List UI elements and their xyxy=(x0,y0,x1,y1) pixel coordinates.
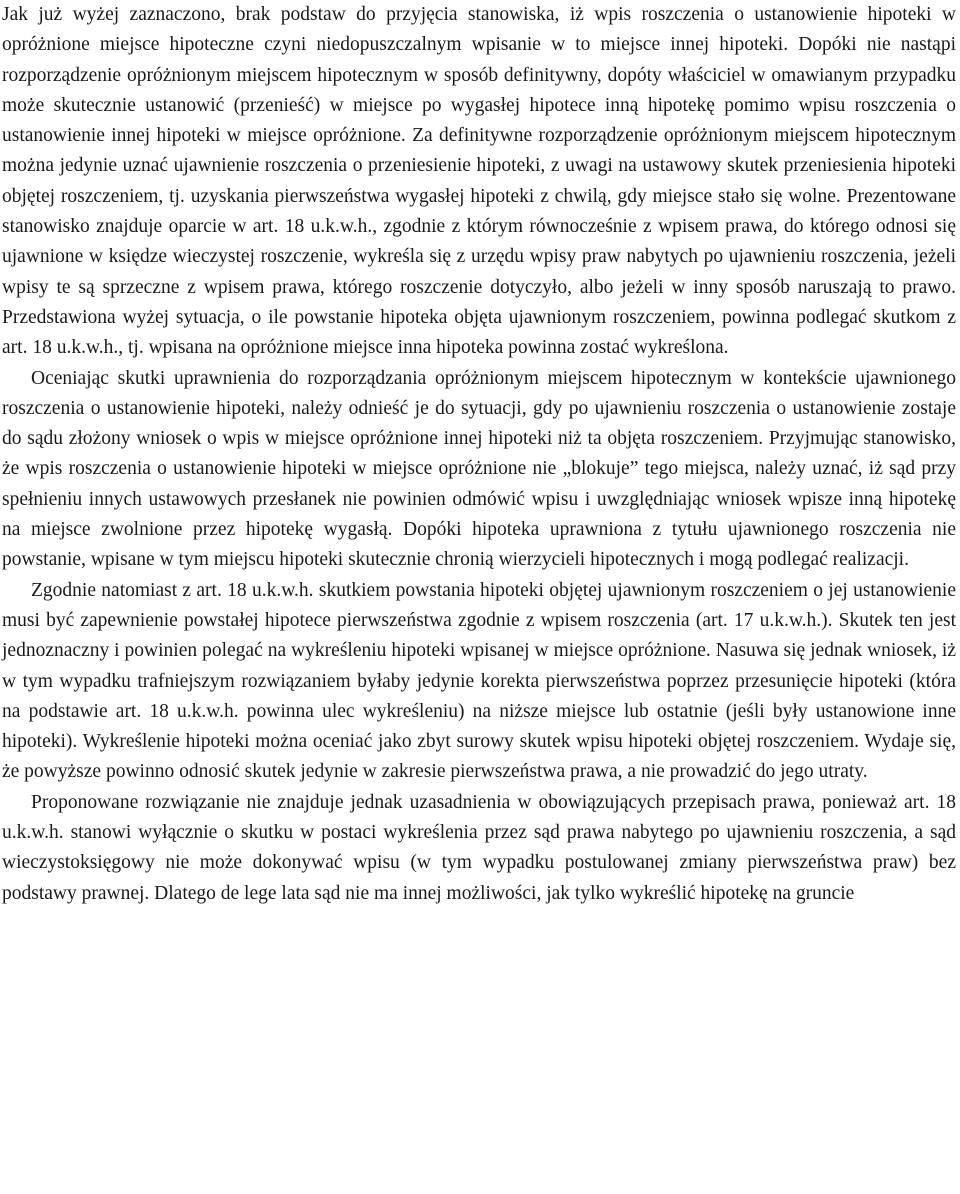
paragraph-3: Zgodnie natomiast z art. 18 u.k.w.h. skutkiem powstania hipoteki objętej ujawnionym roszczeniem o jej ustanowienie musi być zapewnienie powstałej hipotece pierwszeństwa zgodnie z wpisem roszczenia (art. 17 u.k.w.h.). Skutek ten jest jednoznaczny i powinien polegać na wykreśleniu hipoteki wpisanej w miejsce opróżnione. Nasuwa się jednak wniosek, iż w tym wypadku trafniejszym rozwiązaniem byłaby jedynie korekta pierwszeństwa poprzez przesunięcie hipoteki (która na podstawie art. 18 u.k.w.h. powinna ulec wykreśleniu) na niższe miejsce lub ostatnie (jeśli były ustanowione inne hipoteki). Wykreślenie hipoteki można oceniać jako zbyt surowy skutek wpisu hipoteki objętej roszczeniem. Wydaje się, że powyższe powinno odnosić skutek jedynie w zakresie pierwszeństwa prawa, a nie prowadzić do jego utraty. xyxy=(2,579,956,783)
paragraph-2: Oceniając skutki uprawnienia do rozporządzania opróżnionym miejscem hipotecznym w kontekście ujawnionego roszczenia o ustanowienie hipoteki, należy odnieść je do sytuacji, gdy po ujawnieniu roszczenia o ustanowienie zostaje do sądu złożony wniosek o wpis w miejsce opróżnione innej hipoteki niż ta objęta roszczeniem. Przyjmując stanowisko, że wpis roszczenia o ustanowienie hipoteki w miejsce opróżnione nie „blokuje” tego miejsca, należy uznać, iż sąd przy spełnieniu innych ustawowych przesłanek nie powinien odmówić wpisu i uwzględniając wniosek wpisze inną hipotekę na miejsce zwolnione przez hipotekę wygasłą. Dopóki hipoteka uprawniona z tytułu ujawnionego roszczenia nie powstanie, wpisane w tym miejscu hipoteki skutecznie chronią wierzycieli hipotecznych i mogą podlegać realizacji. xyxy=(2,367,956,571)
paragraph-4: Proponowane rozwiązanie nie znajduje jednak uzasadnienia w obowiązujących przepisach prawa, ponieważ art. 18 u.k.w.h. stanowi wyłącznie o skutku w postaci wykreślenia przez sąd prawa nabytego po ujawnieniu roszczenia, a sąd wieczystoksięgowy nie może dokonywać wpisu (w tym wypadku postulowanej zmiany pierwszeństwa praw) bez podstawy prawnej. Dlatego de lege lata sąd nie ma innej możliwości, jak tylko wykreślić hipotekę na gruncie xyxy=(2,791,956,904)
paragraph-1: Jak już wyżej zaznaczono, brak podstaw do przyjęcia stanowiska, iż wpis roszczenia o ustanowienie hipoteki w opróżnione miejsce hipoteczne czyni niedopuszczalnym wpisanie w to miejsce innej hipoteki. Dopóki nie nastąpi rozporządzenie opróżnionym miejscem hipotecznym w sposób definitywny, dopóty właściciel w omawianym przypadku może skutecznie ustanowić (przenieść) w miejsce po wygasłej hipotece inną hipotekę pomimo wpisu roszczenia o ustanowienie innej hipoteki w miejsce opróżnione. Za definitywne rozporządzenie opróżnionym miejscem hipotecznym można jedynie uznać ujawnienie roszczenia o przeniesienie hipoteki, z uwagi na ustawowy skutek przeniesienia hipoteki objętej roszczeniem, tj. uzyskania pierwszeństwa wygasłej hipoteki z chwilą, gdy miejsce stało się wolne. Prezentowane stanowisko znajduje oparcie w art. 18 u.k.w.h., zgodnie z którym równocześnie z wpisem prawa, do którego odnosi się ujawnione w księdze wieczystej roszczenie, wykreśla się z urzędu wpisy praw nabytych po ujawnieniu roszczenia, jeżeli wpisy te są sprzeczne z wpisem prawa, którego roszczenie dotyczyło, albo jeżeli w inny sposób naruszają to prawo. Przedstawiona wyżej sytuacja, o ile powstanie hipoteka objęta ujawnionym roszczeniem, powinna podlegać skutkom z art. 18 u.k.w.h., tj. wpisana na opróżnione miejsce inna hipoteka powinna zostać wykreślona. xyxy=(2,4,956,359)
